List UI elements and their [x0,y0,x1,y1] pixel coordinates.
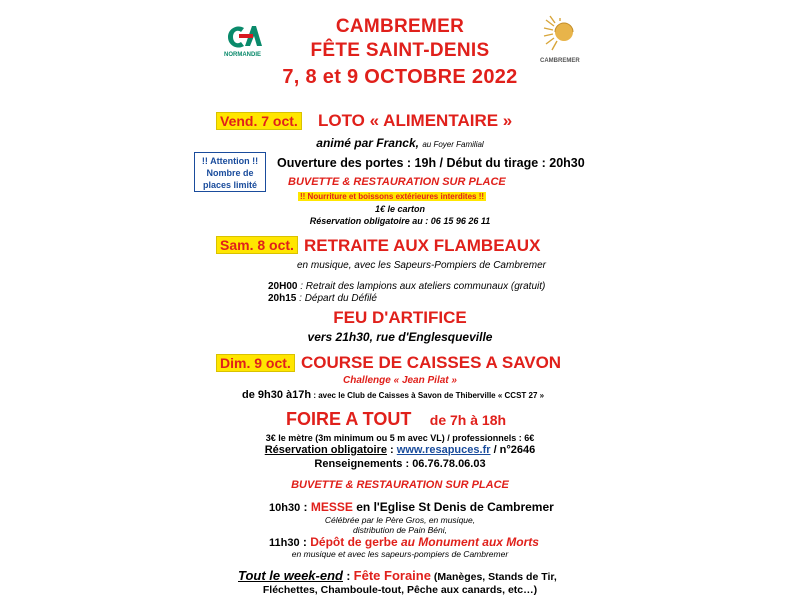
friday-host [190,136,610,150]
weekend-detail: Fléchettes, Chamboule-tout, Pêche aux canards, etc…) [262,584,538,596]
foire-reservation [190,444,610,456]
sunday-challenge: Challenge « Jean Pilat » [343,375,457,386]
header-dates: 7, 8 et 9 OCTOBRE 2022 [282,66,518,88]
friday-warning: !! Nourriture et boissons extérieures interdites !! [300,192,485,201]
day-badge-saturday: Sam. 8 oct. [216,236,298,254]
friday-price: 1€ le carton [374,204,426,214]
friday-reservation: Réservation obligatoire au : 06 15 96 26 11 [309,216,491,226]
saturday-sub: en musique, avec les Sapeurs-Pompiers de Cambremer [297,260,546,271]
day-badge-sunday: Dim. 9 oct. [216,354,295,372]
attention-line1: !! Attention !! [201,156,259,166]
cambremer-caption: CAMBREMER [540,58,580,64]
mass-detail-1: Célébrée par le Père Gros, en musique, [324,515,476,525]
fireworks-sub: vers 21h30, rue d'Englesqueville [307,330,493,344]
friday-host-place: au Foyer Familial [422,140,484,149]
fireworks-title: FEU D'ARTIFICE [333,308,467,327]
wreath-text: au Monument aux Morts [397,535,539,549]
friday-event-title: LOTO « ALIMENTAIRE » [318,111,513,130]
weekend-line [238,568,557,583]
friday-doors: Ouverture des portes : 19h / Début du tirage : 20h30 [277,156,585,170]
mass-sep: : [300,500,311,514]
foire-info: Renseignements : 06.76.78.06.03 [314,458,486,470]
attention-box [194,152,266,192]
saturday-step1-time: 20H00 [268,281,298,292]
wreath-title: Dépôt de gerbe [310,535,398,549]
poster [190,0,610,600]
day-badge-friday: Vend. 7 oct. [216,112,302,130]
foire-resa-label: Réservation obligatoire [264,444,387,456]
sunday-event-title: COURSE DE CAISSES A SAVON [301,353,562,372]
mass-title: MESSE [310,500,353,514]
saturday-step1-text: : Retrait des lampions aux ateliers communaux (gratuit) [297,281,546,292]
mass-detail-2: distribution de Pain Béni, [352,525,448,535]
sunday-buvette: BUVETTE & RESTAURATION SUR PLACE [291,479,509,491]
header-town: CAMBREMER [335,16,465,37]
weekend-text: (Manèges, Stands de Tir, [430,571,557,583]
friday-buvette: BUVETTE & RESTAURATION SUR PLACE [288,176,506,188]
weekend-sep: : [342,569,354,583]
attention-line3: places limité [202,180,258,190]
mass-time: 10h30 [269,502,301,514]
ca-caption: NORMANDIE [224,52,261,58]
foire-price: 3€ le mètre (3m minimum ou 5 m avec VL) / professionnels : 6€ [265,433,535,443]
weekend-title: Fête Foraine [353,568,431,583]
header-event: FÊTE SAINT-DENIS [310,40,490,61]
foire-resa-link[interactable]: www.resapuces.fr [396,444,491,456]
weekend-label: Tout le week-end [238,568,343,583]
mass-line [269,500,554,514]
mass-text: en l'Eglise St Denis de Cambremer [352,500,554,514]
foire-resa-num: / n°2646 [490,444,536,456]
attention-line2: Nombre de [206,168,254,178]
wreath-sep: : [299,535,311,549]
wreath-time: 11h30 [269,537,300,549]
sunday-hours-time: de 9h30 à17h [242,389,312,401]
foire-title: FOIRE A TOUT [286,409,412,429]
saturday-event-title: RETRAITE AUX FLAMBEAUX [304,236,541,255]
saturday-step2 [268,293,377,304]
saturday-step2-text: : Départ du Défilé [296,293,377,304]
foire-line [286,409,506,430]
friday-host-name: animé par Franck, [316,136,419,150]
wreath-detail: en musique et avec les sapeurs-pompiers de Cambremer [291,549,509,559]
sunday-hours [242,389,544,401]
saturday-step1 [268,281,545,292]
saturday-step2-time: 20h15 [268,293,297,304]
sunday-hours-text: : avec le Club de Caisses à Savon de Thiberville « CCST 27 » [311,391,545,400]
wreath-line [269,535,539,549]
foire-resa-sep: : [386,444,397,456]
foire-hours: de 7h à 18h [429,412,507,428]
